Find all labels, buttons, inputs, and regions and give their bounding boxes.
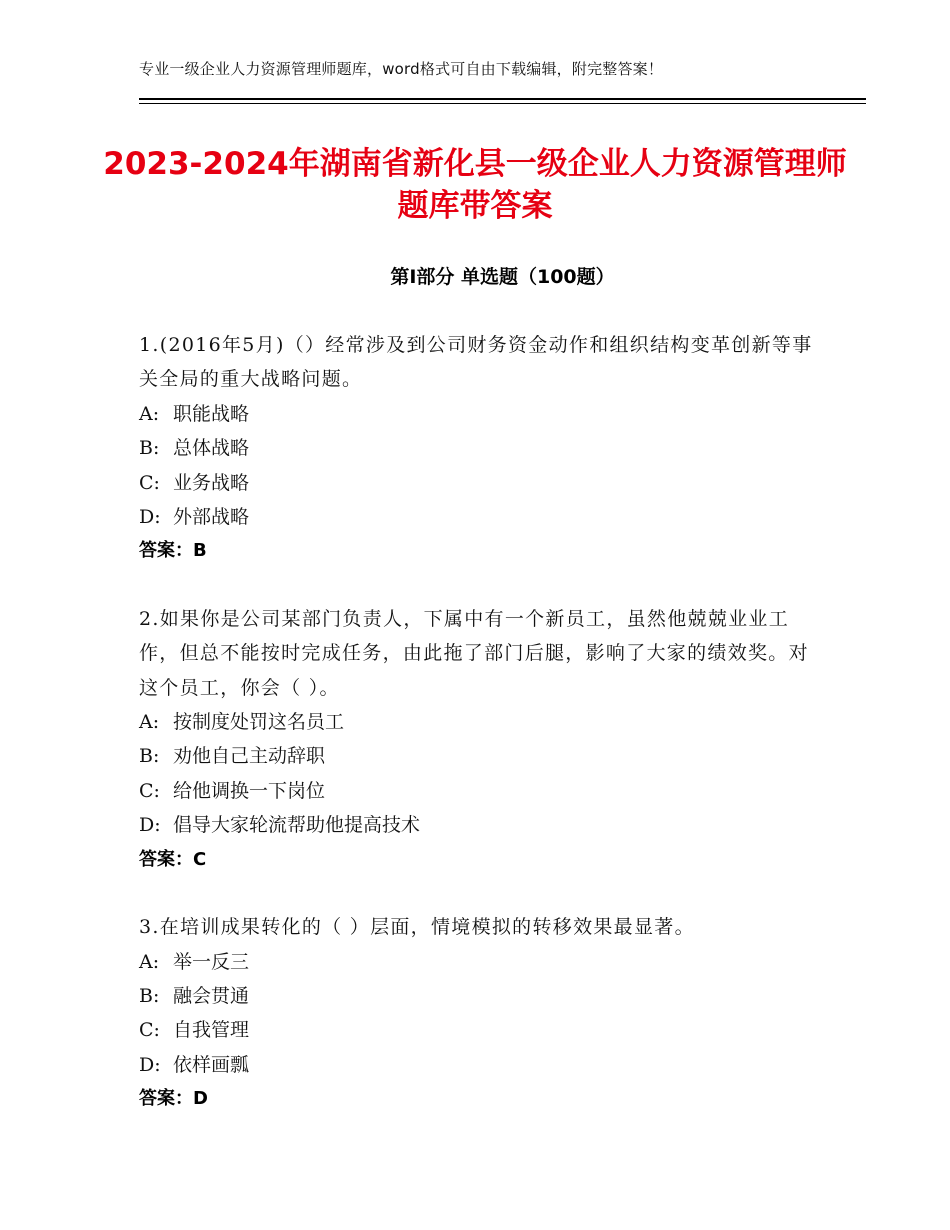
question-stem: 1.(2016年5月)（）经常涉及到公司财务资金动作和组织结构变革创新等事关全局的重大战略问题。 bbox=[139, 334, 813, 391]
option-text: 外部战略 bbox=[173, 506, 250, 529]
answer-line: 答案：C bbox=[139, 848, 207, 870]
question-stem: 3.在培训成果转化的（ ）层面，情境模拟的转移效果最显著。 bbox=[139, 916, 695, 939]
option-letter: C: bbox=[139, 471, 160, 494]
option-letter: B: bbox=[139, 745, 160, 768]
document-title: 2023-2024年湖南省新化县一级企业人力资源管理师题库带答案 bbox=[103, 146, 847, 224]
option-d bbox=[139, 1048, 829, 1082]
option-text: 按制度处罚这名员工 bbox=[173, 711, 345, 734]
option-text: 总体战略 bbox=[173, 437, 250, 460]
option-d bbox=[139, 500, 829, 534]
option-text: 业务战略 bbox=[173, 471, 250, 494]
header-rule-thin bbox=[139, 103, 866, 104]
option-text: 劝他自己主动辞职 bbox=[173, 745, 326, 768]
option-letter: A: bbox=[139, 711, 160, 734]
option-text: 职能战略 bbox=[173, 402, 250, 425]
option-text: 给他调换一下岗位 bbox=[173, 779, 326, 802]
answer-line: 答案：B bbox=[139, 540, 207, 562]
question-stem: 2.如果你是公司某部门负责人，下属中有一个新员工，虽然他兢兢业业工作，但总不能按时完成任务，由此拖了部门后腿，影响了大家的绩效奖。对这个员工，你会（ ）。 bbox=[139, 607, 809, 699]
option-c bbox=[139, 466, 829, 500]
option-letter: A: bbox=[139, 402, 160, 425]
option-b bbox=[139, 431, 829, 465]
option-letter: C: bbox=[139, 779, 160, 802]
option-letter: D: bbox=[139, 506, 161, 529]
option-text: 依样画瓢 bbox=[173, 1053, 250, 1076]
question-3 bbox=[139, 910, 829, 1116]
option-c bbox=[139, 774, 829, 808]
option-c bbox=[139, 1013, 829, 1047]
answer-line: 答案：D bbox=[139, 1088, 208, 1110]
option-text: 倡导大家轮流帮助他提高技术 bbox=[173, 814, 421, 837]
section-heading: 第Ⅰ部分 单选题（100题） bbox=[390, 266, 615, 288]
option-letter: C: bbox=[139, 1019, 160, 1042]
question-list bbox=[139, 328, 829, 1150]
option-a bbox=[139, 705, 829, 739]
option-text: 举一反三 bbox=[173, 950, 250, 973]
option-b bbox=[139, 739, 829, 773]
question-1 bbox=[139, 328, 829, 569]
header-note: 专业一级企业人力资源管理师题库，word格式可自由下载编辑，附完整答案！ bbox=[139, 60, 664, 78]
option-b bbox=[139, 979, 829, 1013]
header-rule-thick bbox=[139, 98, 866, 100]
option-text: 自我管理 bbox=[173, 1019, 250, 1042]
option-letter: B: bbox=[139, 984, 160, 1007]
option-text: 融会贯通 bbox=[173, 984, 250, 1007]
option-d bbox=[139, 808, 829, 842]
option-a bbox=[139, 945, 829, 979]
option-letter: D: bbox=[139, 1053, 161, 1076]
option-letter: B: bbox=[139, 437, 160, 460]
question-2 bbox=[139, 602, 829, 877]
option-letter: D: bbox=[139, 814, 161, 837]
option-a bbox=[139, 397, 829, 431]
option-letter: A: bbox=[139, 950, 160, 973]
